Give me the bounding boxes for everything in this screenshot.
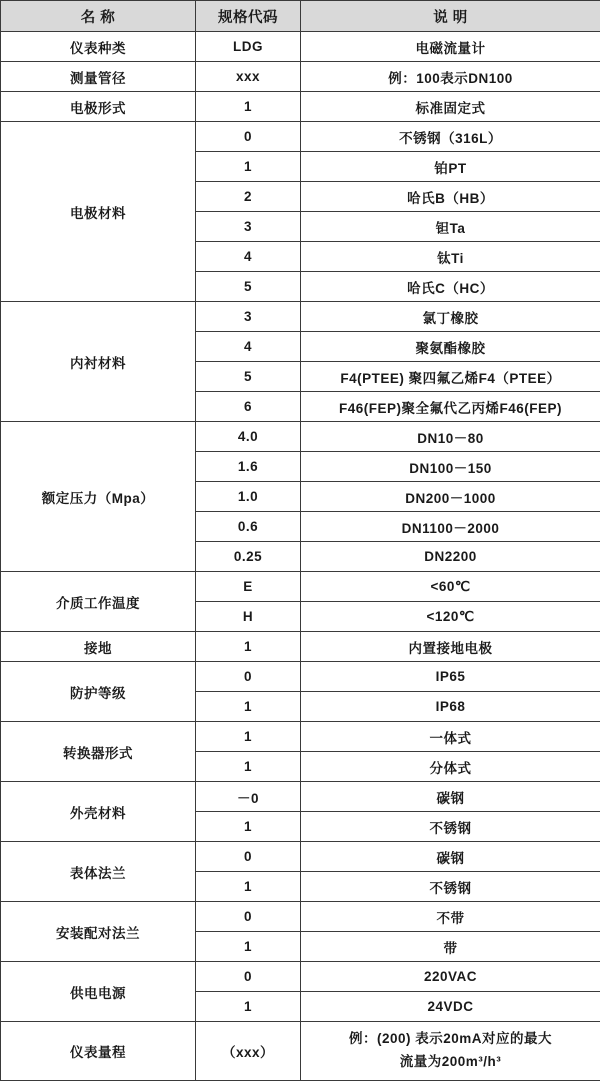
row-code: 1 — [196, 872, 301, 902]
row-description: 24VDC — [301, 992, 600, 1022]
row-name: 内衬材料 — [1, 302, 196, 422]
row-code: xxx — [196, 62, 301, 92]
row-description: 碳钢 — [301, 782, 600, 812]
table-header — [1, 1, 600, 32]
row-code: 1 — [196, 992, 301, 1022]
row-code: 0 — [196, 662, 301, 692]
row-code: 4 — [196, 332, 301, 362]
table-row — [1, 572, 600, 602]
row-code: 3 — [196, 302, 301, 332]
row-code: H — [196, 602, 301, 632]
row-description: <60℃ — [301, 572, 600, 602]
row-description: 哈氏B（HB） — [301, 182, 600, 212]
row-description: DN2200 — [301, 542, 600, 572]
row-description: 分体式 — [301, 752, 600, 782]
row-code: 1.0 — [196, 482, 301, 512]
table-row — [1, 302, 600, 332]
row-description: 例：100表示DN100 — [301, 62, 600, 92]
table-body — [1, 32, 600, 1081]
row-description: 铂PT — [301, 152, 600, 182]
row-code: 0.25 — [196, 542, 301, 572]
row-description: 标准固定式 — [301, 92, 600, 122]
row-name: 安装配对法兰 — [1, 902, 196, 962]
row-name: 额定压力（Mpa） — [1, 422, 196, 572]
row-name: 仪表量程 — [1, 1022, 196, 1081]
row-code: －0 — [196, 782, 301, 812]
row-description: 聚氨酯橡胶 — [301, 332, 600, 362]
row-description: 不锈钢 — [301, 812, 600, 842]
row-code: 1 — [196, 632, 301, 662]
row-name: 供电电源 — [1, 962, 196, 1022]
header-code: 规格代码 — [196, 1, 301, 32]
row-code: 1.6 — [196, 452, 301, 482]
header-description: 说 明 — [301, 1, 600, 32]
row-code: 1 — [196, 932, 301, 962]
row-code: 1 — [196, 752, 301, 782]
row-name: 介质工作温度 — [1, 572, 196, 632]
table-row — [1, 662, 600, 692]
row-code: 1 — [196, 92, 301, 122]
row-description: 不带 — [301, 902, 600, 932]
row-code: 0 — [196, 902, 301, 932]
row-description: 氯丁橡胶 — [301, 302, 600, 332]
row-description: 钽Ta — [301, 212, 600, 242]
row-description: 电磁流量计 — [301, 32, 600, 62]
row-name: 接地 — [1, 632, 196, 662]
table-row — [1, 782, 600, 812]
row-code: 4 — [196, 242, 301, 272]
row-description: DN10－80 — [301, 422, 600, 452]
row-code: 1 — [196, 692, 301, 722]
row-description: 碳钢 — [301, 842, 600, 872]
row-description: 220VAC — [301, 962, 600, 992]
row-code: LDG — [196, 32, 301, 62]
row-description: F46(FEP)聚全氟代乙丙烯F46(FEP) — [301, 392, 600, 422]
row-code: 0 — [196, 842, 301, 872]
row-description: DN200－1000 — [301, 482, 600, 512]
row-description: 钛Ti — [301, 242, 600, 272]
table-row — [1, 1022, 600, 1081]
row-name: 电极形式 — [1, 92, 196, 122]
row-description: IP68 — [301, 692, 600, 722]
row-name: 仪表种类 — [1, 32, 196, 62]
row-code: 0 — [196, 122, 301, 152]
table-row — [1, 122, 600, 152]
row-name: 测量管径 — [1, 62, 196, 92]
row-code: （xxx） — [196, 1022, 301, 1081]
row-code: 1 — [196, 152, 301, 182]
table-row — [1, 962, 600, 992]
row-name: 电极材料 — [1, 122, 196, 302]
table-row — [1, 422, 600, 452]
row-description: 例：(200) 表示20mA对应的最大 流量为200m³/h³ — [301, 1022, 600, 1081]
row-code: 1 — [196, 812, 301, 842]
header-name: 名 称 — [1, 1, 196, 32]
table-row — [1, 632, 600, 662]
row-description: 不锈钢（316L） — [301, 122, 600, 152]
row-code: 1 — [196, 722, 301, 752]
row-description: <120℃ — [301, 602, 600, 632]
table-row — [1, 722, 600, 752]
row-code: 0.6 — [196, 512, 301, 542]
row-code: 3 — [196, 212, 301, 242]
table-row — [1, 842, 600, 872]
row-description: 不锈钢 — [301, 872, 600, 902]
row-description: DN1100－2000 — [301, 512, 600, 542]
row-name: 外壳材料 — [1, 782, 196, 842]
row-code: 2 — [196, 182, 301, 212]
row-name: 表体法兰 — [1, 842, 196, 902]
row-code: 5 — [196, 362, 301, 392]
row-description: F4(PTEE) 聚四氟乙烯F4（PTEE） — [301, 362, 600, 392]
row-code: 6 — [196, 392, 301, 422]
row-code: 0 — [196, 962, 301, 992]
row-description: DN100－150 — [301, 452, 600, 482]
row-description: 一体式 — [301, 722, 600, 752]
row-description: 哈氏C（HC） — [301, 272, 600, 302]
row-code: 5 — [196, 272, 301, 302]
row-name: 防护等级 — [1, 662, 196, 722]
row-code: 4.0 — [196, 422, 301, 452]
row-description: IP65 — [301, 662, 600, 692]
row-code: E — [196, 572, 301, 602]
row-description: 内置接地电极 — [301, 632, 600, 662]
header-row — [1, 1, 600, 32]
row-name: 转换器形式 — [1, 722, 196, 782]
table-row — [1, 32, 600, 62]
row-description: 带 — [301, 932, 600, 962]
table-row — [1, 92, 600, 122]
table-row — [1, 902, 600, 932]
table-row — [1, 62, 600, 92]
